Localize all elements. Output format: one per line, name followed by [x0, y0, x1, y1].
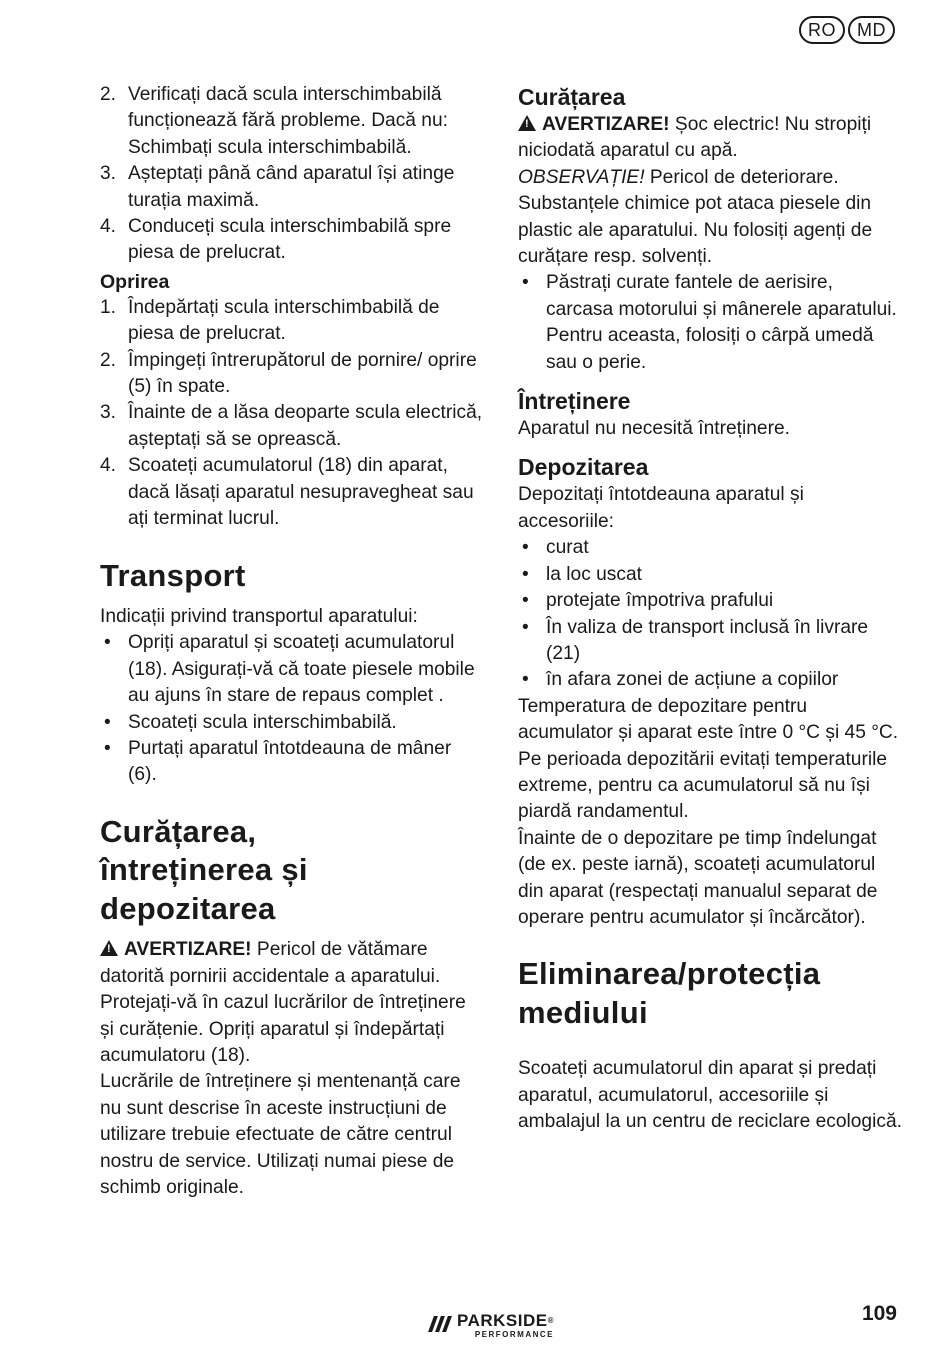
step-text: Scoateți acumulatorul (18) din aparat, dacă lăsați aparatul nesupravegheat sau ați terminat lucrul. [128, 455, 474, 530]
step-text: Împingeți întrerupătorul de pornire/ oprire (5) în spate. [128, 349, 477, 398]
bullet-text: Opriți aparatul și scoateți acumulatorul (18). Asigurați-vă că toate piesele mobile au ajuns în stare de repaus complet . [128, 632, 475, 707]
bullet-icon: • [522, 590, 529, 612]
disposal-heading [518, 955, 902, 1032]
bullet-text: în afara zonei de acțiune a copiilor [546, 669, 839, 691]
list-item [100, 295, 484, 348]
list-item [518, 615, 902, 668]
transport-heading: Transport [100, 557, 246, 593]
logo-brand [457, 1312, 554, 1330]
left-column [100, 82, 484, 1201]
cleaning-bullets [518, 270, 902, 376]
warning-text: Pericol de vătămare datorită pornirii accidentale a aparatului. Protejați-vă în cazul lucrărilor de întreținere și curățenie. Opriți aparatul și îndepărtați acumulatoru (18). [100, 939, 466, 1066]
list-item [518, 667, 902, 693]
observation-paragraph [518, 165, 902, 271]
list-item [518, 535, 902, 561]
bullet-text: Purtați aparatul întotdeauna de mâner (6). [128, 738, 452, 786]
bullet-text: Scoateți scula interschimbabilă. [128, 711, 397, 733]
heading-line: Eliminarea/protecția [518, 956, 821, 992]
warning-paragraph [100, 937, 484, 1069]
list-item [518, 562, 902, 588]
list-item [100, 82, 484, 161]
warning-text: Șoc electric! Nu stropiți niciodată aparatul cu apă. [518, 114, 872, 162]
bullet-text: În valiza de transport inclusă în livrare (21) [546, 616, 869, 664]
step-number: 2. [100, 84, 117, 105]
logo-subtitle: PERFORMANCE [474, 1330, 554, 1339]
disposal-paragraph: Scoateți acumulatorul din aparat și predați aparatul, acumulatorul, accesoriile și ambalajul la un centru de reciclare ecologică. [518, 1058, 902, 1133]
transport-intro: Indicații privind transportul aparatului: [100, 606, 418, 627]
list-item [100, 736, 484, 789]
observation-text: Pericol de deteriorare. Substanțele chimice pot ataca piesele din plastic ale aparatului. Nu folosiți agenți de curățare resp. solvenți. [518, 166, 873, 268]
bullet-text: curat [546, 537, 589, 559]
bullet-icon: • [522, 669, 529, 691]
depozitarea-intro: Depozitați întotdeauna aparatul și accesoriile: [518, 484, 804, 532]
transport-bullets [100, 630, 484, 788]
list-item [100, 630, 484, 709]
bullet-text: Păstrați curate fantele de aerisire, carcasa motorului și mânerele aparatului. Pentru aceasta, folosiți o cârpă umedă sau o perie. [546, 272, 897, 373]
list-item [100, 161, 484, 214]
list-item [100, 453, 484, 532]
bullet-icon: • [522, 537, 529, 559]
storage-bullets [518, 535, 902, 693]
bullet-icon: • [522, 563, 529, 585]
step-number: 1. [100, 296, 117, 318]
heading-line: depozitarea [100, 890, 276, 926]
parkside-logo [431, 1312, 554, 1340]
warning-icon [100, 940, 118, 956]
page-number: 109 [861, 1302, 897, 1325]
language-badge-ro: RO [799, 16, 845, 44]
list-item [518, 270, 902, 376]
bullet-icon: • [104, 738, 111, 760]
step-text: Așteptați până când aparatul își atinge turația maximă. [128, 163, 455, 211]
list-item [100, 348, 484, 401]
bullet-icon: • [522, 616, 529, 638]
warning-label: AVERTIZARE! [542, 114, 670, 135]
step-text: Înainte de a lăsa deoparte scula electrică, așteptați să se oprească. [128, 402, 483, 450]
depozitarea-heading: Depozitarea [518, 454, 649, 481]
registered-mark: ® [547, 1316, 554, 1325]
step-text: Conduceți scula interschimbabilă spre piesa de prelucrat. [128, 216, 452, 264]
warning-paragraph [518, 112, 902, 165]
oprirea-steps-list [100, 295, 484, 533]
heading-line: întreținerea și [100, 852, 308, 888]
maintenance-heading [100, 813, 484, 929]
step-number: 3. [100, 402, 117, 424]
step-number: 3. [100, 163, 117, 185]
right-column [518, 82, 902, 1136]
bullet-icon: • [104, 711, 111, 733]
bullet-icon: • [522, 272, 529, 294]
step-text: Îndepărtați scula interschimbabilă de piesa de prelucrat. [128, 296, 440, 345]
bullet-text: la loc uscat [546, 563, 642, 585]
language-badge-md: MD [848, 16, 895, 44]
heading-line: mediului [518, 994, 648, 1030]
warning-icon [518, 115, 536, 131]
list-item [100, 400, 484, 453]
oprirea-heading: Oprirea [100, 270, 170, 293]
logo-stripes-icon [431, 1316, 449, 1332]
heading-line: Curățarea, [100, 813, 257, 849]
list-item [518, 588, 902, 614]
maintenance-paragraph: Lucrările de întreținere și mentenanță care nu sunt descrise în aceste instrucțiuni de utilizare trebuie efectuate de către centrul nostru de service. Utilizați numai piese de schimb originale. [100, 1071, 461, 1198]
bullet-icon: • [104, 632, 111, 654]
list-item [100, 214, 484, 267]
step-text: Verificați dacă scula interschimbabilă funcționează fără probleme. Dacă nu: Schimbați scula interschimbabilă. [128, 84, 448, 158]
intretinere-heading: Întreținere [518, 388, 631, 415]
intretinere-text: Aparatul nu necesită întreținere. [518, 418, 790, 440]
step-number: 4. [100, 455, 117, 477]
language-badges [799, 16, 895, 44]
observation-label: OBSERVAȚIE! [518, 166, 645, 188]
warning-label: AVERTIZARE! [124, 939, 252, 961]
long-term-storage-paragraph: Înainte de o depozitare pe timp îndelungat (de ex. peste iarnă), scoateți acumulatorul din aparat (respectați manualul separat de operare pentru acumulator și încărcător). [518, 827, 878, 928]
operation-steps-list [100, 82, 484, 267]
list-item [100, 710, 484, 736]
bullet-text: protejate împotriva prafului [546, 590, 774, 612]
step-number: 2. [100, 349, 117, 371]
step-number: 4. [100, 216, 117, 238]
curatarea-heading: Curățarea [518, 84, 626, 110]
brand-name: PARKSIDE [457, 1311, 548, 1330]
temperature-paragraph: Temperatura de depozitare pentru acumulator și aparat este între 0 °C și 45 °C. Pe perioada depozitării evitați temperaturile extreme, pentru ca acumulatorul să nu își piardă randamentul. [518, 695, 899, 823]
